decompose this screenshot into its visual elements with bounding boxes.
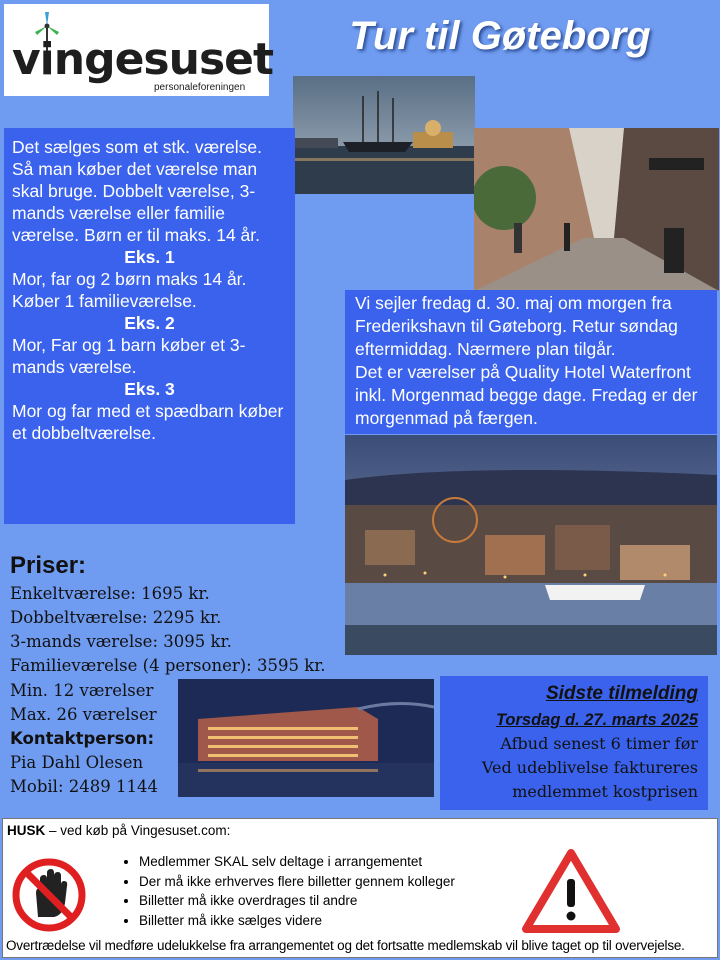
stop-hand-icon xyxy=(11,857,87,933)
harbor-ship-photo xyxy=(293,76,475,194)
example-text: Mor og far med et spædbarn køber et dobbeltværelse. xyxy=(12,401,284,443)
price-family: Familieværelse (4 personer): 3595 kr. xyxy=(10,656,326,675)
contact-phone: Mobil: 2489 1144 xyxy=(10,777,158,796)
reminder-footer: Overtrædelse vil medføre udelukkelse fra arrangementet og det fortsatte medlemskab vil blive taget op til overvejelse. xyxy=(6,938,685,953)
example-heading: Eks. 3 xyxy=(124,379,175,399)
page-title: Tur til Gøteborg xyxy=(349,14,651,58)
min-rooms: Min. 12 værelser xyxy=(10,681,154,700)
hotel-text: Det er værelser på Quality Hotel Waterfront inkl. Morgenmad begge dage. Fredag er der morgenmad på færgen. xyxy=(355,362,698,428)
list-item: • Billetter må ikke overdrages til andre xyxy=(139,891,455,911)
list-item: • Der må ikke erhverves flere billetter gennem kolleger xyxy=(139,872,455,892)
sailing-text: Vi sejler fredag d. 30. maj om morgen fra Frederikshavn til Gøteborg. Retur søndag eftermiddag. Nærmere plan tilgår. xyxy=(355,293,678,359)
street-photo xyxy=(474,128,719,291)
ticket-info-box xyxy=(4,128,295,524)
warning-icon xyxy=(521,847,621,933)
logo-text: vingesuset xyxy=(12,34,274,85)
price-single: Enkeltværelse: 1695 kr. xyxy=(10,584,210,603)
no-show-text: Ved udeblivelse faktureres xyxy=(481,758,698,777)
max-rooms: Max. 26 værelser xyxy=(10,705,157,724)
example-text: Mor, Far og 1 barn køber et 3-mands værelse. xyxy=(12,335,246,377)
no-show-text-2: medlemmet kostprisen xyxy=(512,782,698,801)
example-text: Mor, far og 2 børn maks 14 år. Køber 1 familieværelse. xyxy=(12,269,247,311)
vingesuset-logo xyxy=(4,4,274,96)
cancellation-text: Afbud senest 6 timer før xyxy=(500,734,698,753)
example-heading: Eks. 2 xyxy=(124,313,175,333)
trip-info-box xyxy=(345,290,717,434)
deadline-title: Sidste tilmelding xyxy=(545,683,698,704)
logo-subtitle: personaleforeningen xyxy=(154,82,246,93)
intro-text: Det sælges som et stk. værelse. Så man køber det værelse man skal bruge. Dobbelt værelse, 3-mands værelse eller familie værelse. Børn er til maks. 14 år. xyxy=(12,137,262,245)
example-heading: Eks. 1 xyxy=(124,247,175,267)
list-item: • Medlemmer SKAL selv deltage i arrangementet xyxy=(139,852,455,872)
price-triple: 3-mands værelse: 3095 kr. xyxy=(10,632,232,651)
deadline-date: Torsdag d. 27. marts 2025 xyxy=(495,711,698,729)
prices-title: Priser: xyxy=(10,552,87,579)
reminder-box xyxy=(2,818,718,958)
city-panorama-photo xyxy=(345,435,717,655)
reminder-title: HUSK – ved køb på Vingesuset.com: xyxy=(7,823,231,838)
contact-name: Pia Dahl Olesen xyxy=(10,753,144,772)
reminder-list xyxy=(121,852,455,930)
hotel-photo xyxy=(178,679,434,797)
price-double: Dobbeltværelse: 2295 kr. xyxy=(10,608,222,627)
deadline-box xyxy=(440,676,708,810)
contact-title: Kontaktperson: xyxy=(10,729,155,748)
list-item: • Billetter må ikke sælges videre xyxy=(139,911,455,931)
